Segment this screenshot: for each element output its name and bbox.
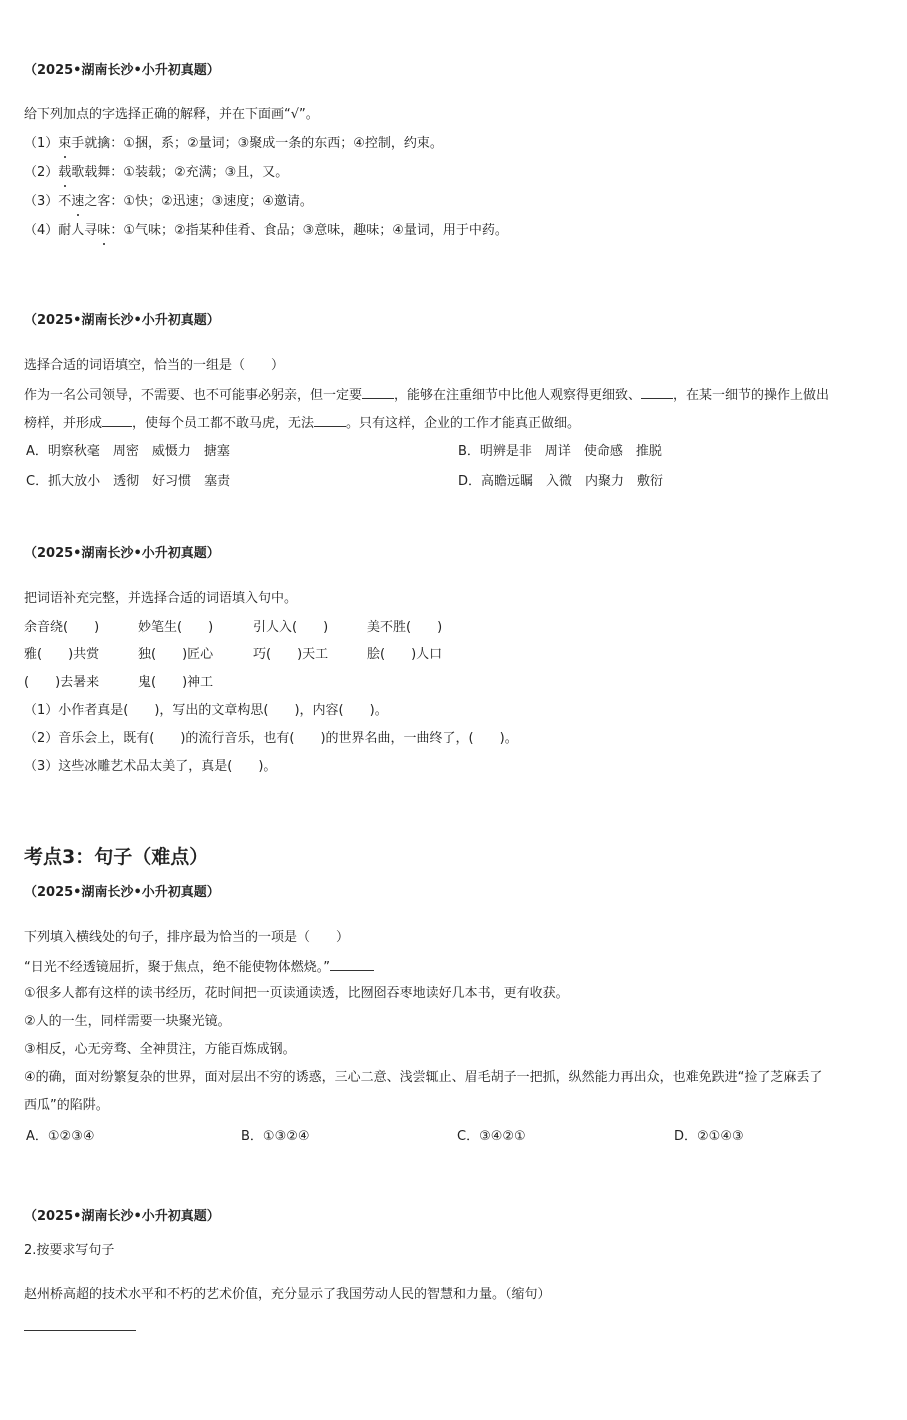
q3-sentence-2: （2）音乐会上，既有( )的流行音乐，也有( )的世界名曲，一曲终了，( )。 [24,731,518,746]
q3-idiom: 妙笔生( ) [138,620,214,635]
question-source: （2025•湖南长沙•小升初真题） [24,546,220,561]
q3-instruction: 把词语补充完整，并选择合适的词语填入句中。 [24,591,298,606]
question-source: （2025•湖南长沙•小升初真题） [24,885,220,900]
q3-idiom: 鬼( )神工 [138,675,214,690]
fill-blank[interactable] [102,413,132,427]
fill-blank[interactable] [314,413,346,427]
q1-item-4: （4）耐人寻味：①气味；②指某种佳肴、食品；③意味，趣味；④量词，用于中药。 [24,223,508,238]
q4-option-a[interactable]: A．①②③④ [26,1129,95,1144]
q4-option-d[interactable]: D．②①④③ [674,1129,744,1144]
q2-option-c[interactable]: C．抓大放小 透彻 好习惯 塞责 [26,474,231,489]
q5-subtitle: 2.按要求写句子 [24,1243,115,1258]
fill-blank[interactable] [330,957,374,971]
q2-option-a[interactable]: A．明察秋毫 周密 威慑力 搪塞 [26,444,230,459]
q5-sentence: 赵州桥高超的技术水平和不朽的艺术价值，充分显示了我国劳动人民的智慧和力量。（缩句） [24,1287,551,1302]
q3-idiom: 脍( )人口 [367,647,443,662]
q3-idiom: 独( )匠心 [138,647,214,662]
q2-passage-line-2: 榜样，并形成 ，使每个员工都不敢马虎，无法 。只有这样，企业的工作才能真正做细。 [24,413,580,433]
q2-passage-line-1: 作为一名公司领导，不需要、也不可能事必躬亲，但一定要 ，能够在注重细节中比他人观察得更细致、 ，在某一细节的操作上做出 [24,385,829,405]
q3-idiom: 巧( )天工 [253,647,329,662]
q3-idiom: ( )去暑来 [24,675,100,690]
q1-instruction: 给下列加点的字选择正确的解释，并在下面画“√”。 [24,107,319,122]
section-heading: 考点3：句子（难点） [24,846,209,868]
q2-option-d[interactable]: D．高瞻远瞩 入微 内聚力 敷衍 [458,474,664,489]
q4-question: 下列填入横线处的句子，排序最为恰当的一项是（ ） [24,930,350,945]
q1-item-1: （1）束手就擒：①捆，系；②量词；③聚成一条的东西；④控制，约束。 [24,136,443,151]
q4-item-2: ②人的一生，同样需要一块聚光镜。 [24,1014,231,1029]
fill-blank[interactable] [362,385,394,399]
q3-idiom: 余音绕( ) [24,620,100,635]
q1-item-2: （2）载歌载舞：①装载；②充满；③且，又。 [24,165,289,180]
q4-quote: “日光不经透镜屈折，聚于焦点，绝不能使物体燃烧。” [24,957,374,977]
question-source: （2025•湖南长沙•小升初真题） [24,1209,220,1224]
answer-line[interactable] [24,1330,136,1331]
q2-question: 选择合适的词语填空，恰当的一组是（ ） [24,358,285,373]
q4-option-c[interactable]: C．③④②① [457,1129,526,1144]
fill-blank[interactable] [641,385,673,399]
question-source: （2025•湖南长沙•小升初真题） [24,313,220,328]
q3-sentence-1: （1）小作者真是( )，写出的文章构思( )，内容( )。 [24,703,388,718]
question-source: （2025•湖南长沙•小升初真题） [24,63,220,78]
q4-item-3: ③相反，心无旁骛、全神贯注，方能百炼成钢。 [24,1042,296,1057]
q4-item-4-cont: 西瓜”的陷阱。 [24,1098,109,1113]
q3-idiom: 雅( )共赏 [24,647,100,662]
q3-sentence-3: （3）这些冰雕艺术品太美了，真是( )。 [24,759,277,774]
q4-item-1: ①很多人都有这样的读书经历，花时间把一页读通读透，比囫囵吞枣地读好几本书，更有收获。 [24,986,569,1001]
q4-item-4: ④的确，面对纷繁复杂的世界，面对层出不穷的诱惑，三心二意、浅尝辄止、眉毛胡子一把抓，纵然能力再出众，也难免跌进“捡了芝麻丢了 [24,1070,823,1085]
q3-idiom: 美不胜( ) [367,620,443,635]
q2-option-b[interactable]: B．明辨是非 周详 使命感 推脱 [458,444,662,459]
q4-option-b[interactable]: B．①③②④ [241,1129,310,1144]
q3-idiom: 引人入( ) [253,620,329,635]
q1-item-3: （3）不速之客：①快；②迅速；③速度；④邀请。 [24,194,313,209]
